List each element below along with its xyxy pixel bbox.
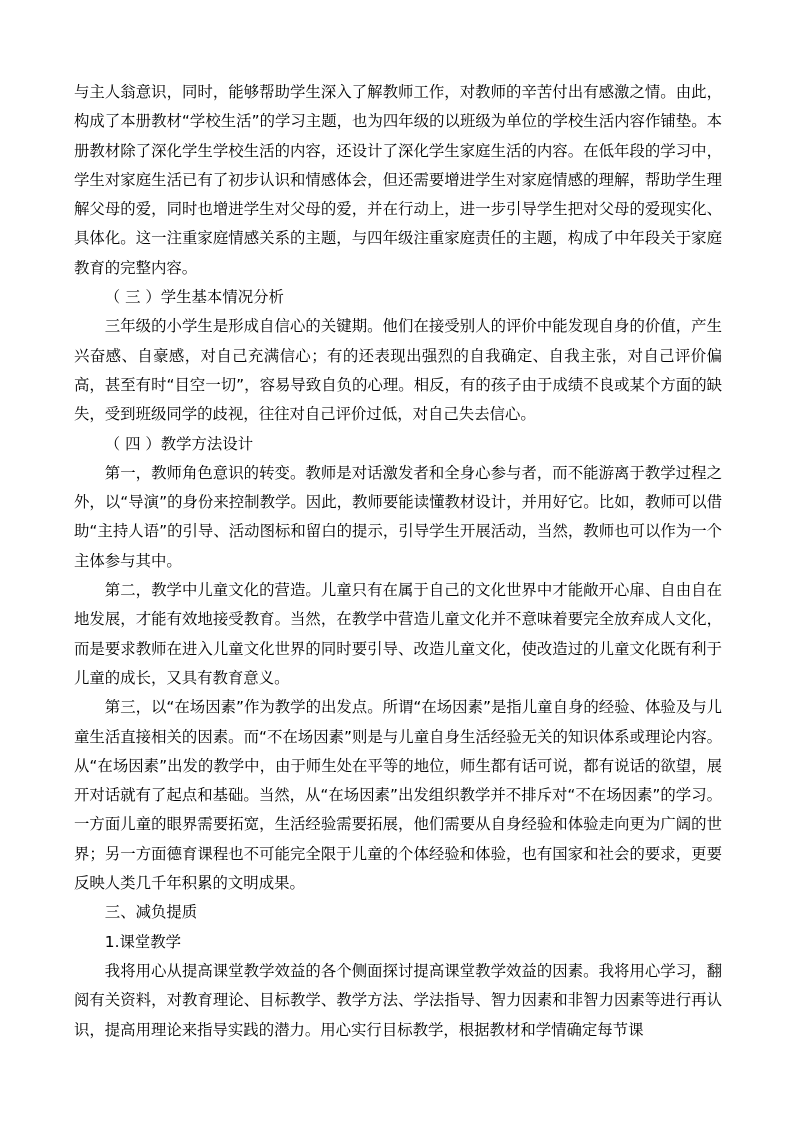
paragraph-continuation: 与主人翁意识，同时，能够帮助学生深入了解教师工作，对教师的辛苦付出有感激之情。由此，构成了本册教材“学校生活”的学习主题，也为四年级的以班级为单位的学校生活内容作铺垫。本册教材除了深化学生学校生活的内容，还设计了深化学生家庭生活的内容。在低年段的学习中，学生对家庭生活已有了初步认识和情感体会，但还需要增进学生对家庭情感的理解，帮助学生理解父母的爱，同时也增进学生对父母的爱，并在行动上，进一步引导学生把对父母的爱现实化、具体化。这一注重家庭情感关系的主题，与四年级注重家庭责任的主题，构成了中年段关于家庭教育的完整内容。 bbox=[74, 83, 722, 277]
paragraph-student-analysis: 三年级的小学生是形成自信心的关键期。他们在接受别人的评价中能发现自身的价值，产生兴奋感、自豪感，对自己充满信心；有的还表现出强烈的自我确定、自我主张，对自己评价偏高，甚至有时“目空一切”，容易导致自负的心理。相反，有的孩子由于成绩不良或某个方面的缺失，受到班级同学的歧视，往往对自己评价过低，对自己失去信心。 bbox=[74, 317, 722, 424]
paragraph-method-three: 第三，以“在场因素”作为教学的出发点。所谓“在场因素”是指儿童自身的经验、体验及与儿童生活直接相关的因素。而“不在场因素”则是与儿童自身生活经验无关的知识体系或理论内容。从“在场因素”出发的教学中，由于师生处在平等的地位，师生都有话可说，都有说话的欲望，展开对话就有了起点和基础。当然，从“在场因素”出发组织教学并不排斥对“不在场因素”的学习。一方面儿童的眼界需要拓宽，生活经验需要拓展，他们需要从自身经验和体验走向更为广阔的世界；另一方面德育课程也不可能完全限于儿童的个体经验和体验，也有国家和社会的要求，更要反映人类几千年积累的文明成果。 bbox=[74, 698, 722, 893]
paragraph-method-one: 第一，教师角色意识的转变。教师是对话激发者和全身心参与者，而不能游离于教学过程之外，以“导演”的身份来控制教学。因此，教师要能读懂教材设计，并用好它。比如，教师可以借助“主持人语”的引导、活动图标和留白的提示，引导学生开展活动，当然，教师也可以作为一个主体参与其中。 bbox=[74, 463, 722, 570]
paragraph-method-two: 第二，教学中儿童文化的营造。儿童只有在属于自己的文化世界中才能敞开心扉、自由自在地发展，才能有效地接受教育。当然，在教学中营造儿童文化并不意味着要完全放弃成人文化，而是要求教师在进入儿童文化世界的同时要引导、改造儿童文化，使改造过的儿童文化既有利于儿童的成长，又具有教育意义。 bbox=[74, 581, 722, 687]
subsection-heading-classroom: 1.课堂教学 bbox=[104, 932, 182, 951]
section-heading-student-analysis: （ 三 ）学生基本情况分析 bbox=[104, 288, 284, 307]
document-page bbox=[74, 78, 722, 1045]
section-heading-reduce-burden: 三、减负提质 bbox=[104, 903, 198, 922]
section-heading-teaching-methods: （ 四 ）教学方法设计 bbox=[104, 434, 254, 453]
paragraph-classroom-teaching: 我将用心从提高课堂教学效益的各个侧面探讨提高课堂教学效益的因素。我将用心学习，翻阅有关资料，对教育理论、目标教学、教学方法、学法指导、智力因素和非智力因素等进行再认识，提高用理论来指导实践的潜力。用心实行目标教学，根据教材和学情确定每节课 bbox=[74, 961, 722, 1039]
